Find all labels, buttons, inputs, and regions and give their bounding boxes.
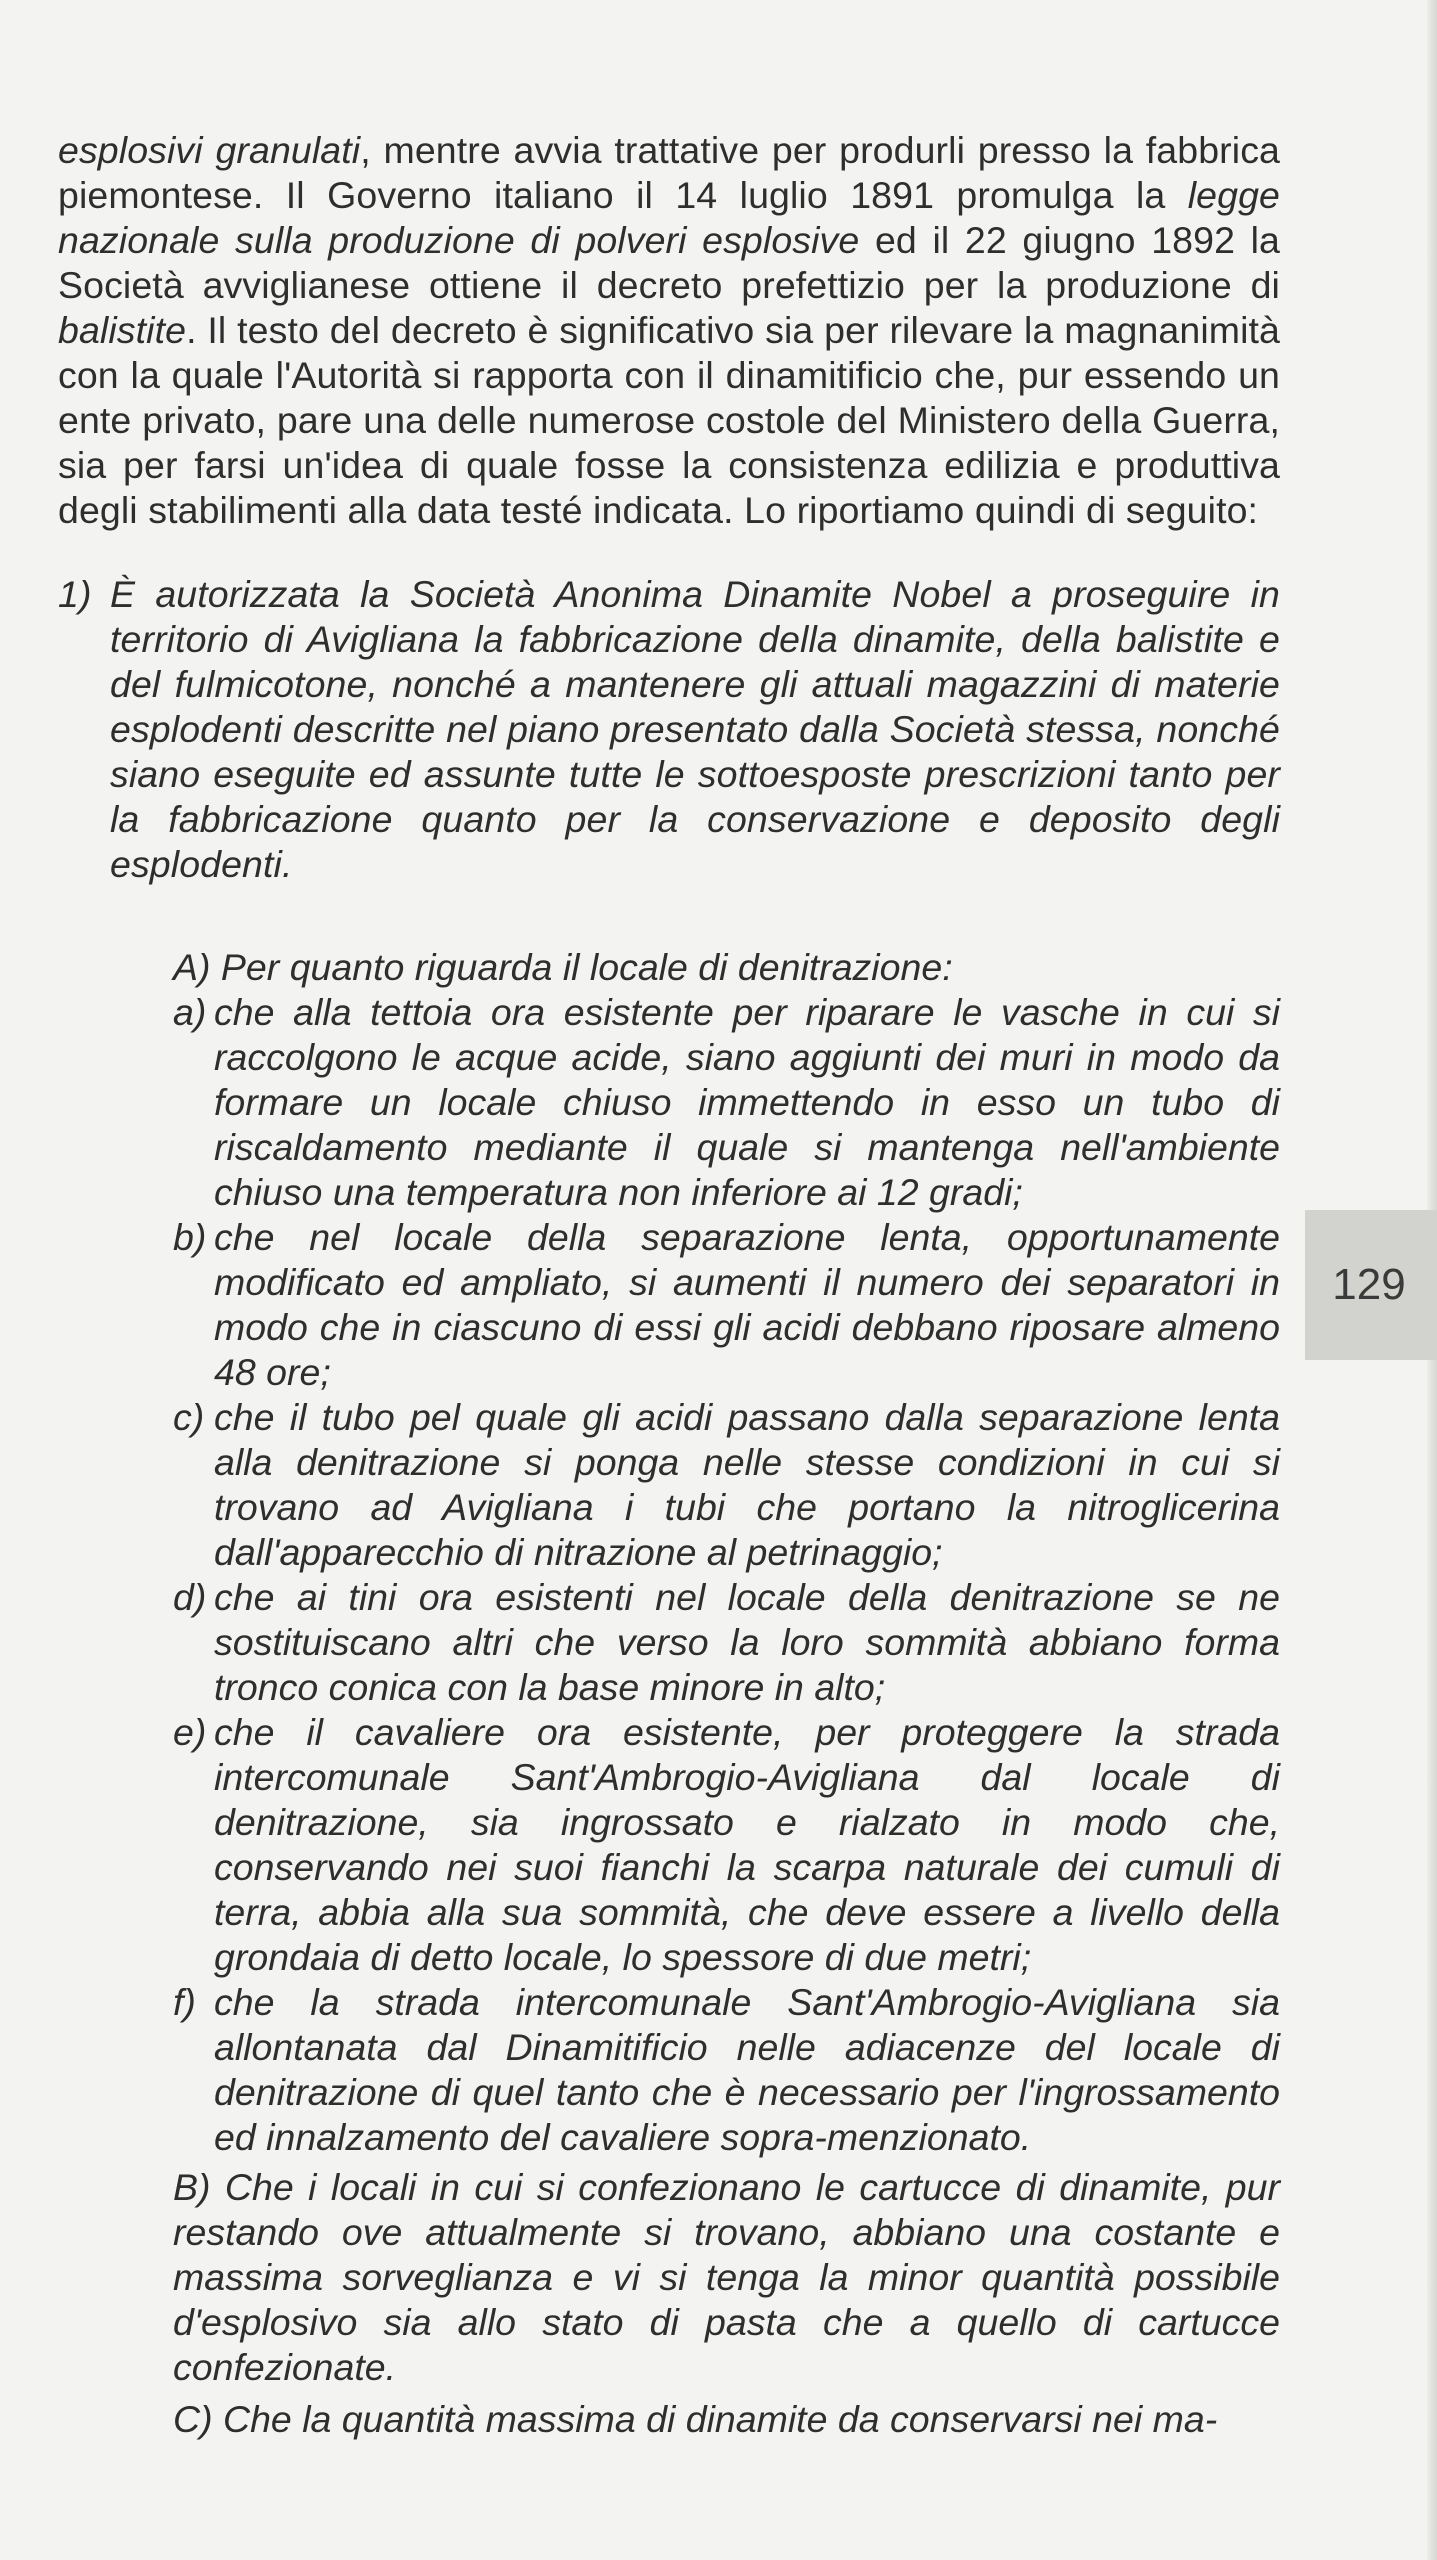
list-text: che la strada intercomunale Sant'Ambrogio-Avigliana sia allontanata dal Dinamitificio nelle adiacenze del locale di denitrazione di quel tanto che è necessario per l'ingrossamento ed innalzamento del cavaliere sopra-menzionato. xyxy=(214,1981,1280,2158)
section-b-paragraph: B) Che i locali in cui si confezionano le cartucce di dinamite, pur restando ove attualmente si trovano, abbiano una costante e massima sorveglianza e vi si tenga la minor quantità possibile d'esplosivo sia allo stato di pasta che a quello di cartucce confezionate. xyxy=(173,2166,1280,2388)
intro-text-2: ed il 22 giugno 1892 la Società avviglianese ottiene il decreto prefettizio per la produzione di xyxy=(58,219,1281,306)
list-label: f) xyxy=(173,1981,196,2023)
section-a-list xyxy=(173,990,1280,2160)
list-item xyxy=(173,1980,1280,2160)
intro-italic-2: legge nazionale sulla produzione di polveri esplosive xyxy=(58,174,1280,261)
list-label: c) xyxy=(173,1396,205,1438)
section-c-paragraph: C) Che la quantità massima di dinamite da conservarsi nei ma- xyxy=(173,2398,1218,2440)
intro-text-1: , mentre avvia trattative per produrli presso la fabbrica piemontese. Il Governo italiano il 14 luglio 1891 promulga la xyxy=(58,129,1280,216)
list-label: d) xyxy=(173,1576,207,1618)
list-text: che il cavaliere ora esistente, per proteggere la strada intercomunale Sant'Ambrogio-Avigliana dal locale di denitrazione, sia ingrossato e rialzato in modo che, conservando nei suoi fianchi la scarpa naturale dei cumuli di terra, abbia alla sua sommità, che deve essere a livello della grondaia di detto locale, lo spessore di due metri; xyxy=(214,1711,1280,1978)
item-number: 1) xyxy=(58,573,92,615)
list-text: che ai tini ora esistenti nel locale della denitrazione se ne sostituiscano altri che verso la loro sommità abbiano forma tronco conica con la base minore in alto; xyxy=(214,1576,1280,1708)
page-number: 129 xyxy=(1332,1260,1406,1309)
list-item xyxy=(173,1395,1280,1575)
list-item xyxy=(173,1215,1280,1395)
list-item xyxy=(173,1710,1280,1980)
intro-paragraph xyxy=(58,128,1280,533)
list-text: che il tubo pel quale gli acidi passano dalla separazione lenta alla denitrazione si ponga nelle stesse condizioni in cui si trovano ad Avigliana i tubi che portano la nitroglicerina dall'apparecchio di nitrazione al petrinaggio; xyxy=(214,1396,1280,1573)
item-1-text: È autorizzata la Società Anonima Dinamite Nobel a proseguire in territorio di Avigliana la fabbricazione della dinamite, della balistite e del fulmicotone, nonché a mantenere gli attuali magazzini di materie esplodenti descritte nel piano presentato dalla Società stessa, nonché siano eseguite ed assunte tutte le sottoesposte prescrizioni tanto per la fabbricazione quanto per la conservazione e deposito degli esplodenti. xyxy=(110,573,1280,885)
list-item xyxy=(173,1575,1280,1710)
list-item xyxy=(173,990,1280,1215)
section-a-heading: A) Per quanto riguarda il locale di denitrazione: xyxy=(173,946,953,988)
intro-italic-3: balistite xyxy=(58,309,187,351)
intro-italic-1: esplosivi granulati xyxy=(58,129,361,171)
list-text: che nel locale della separazione lenta, opportunamente modificato ed ampliato, si aumenti il numero dei separatori in modo che in ciascuno di essi gli acidi debbano riposare almeno 48 ore; xyxy=(214,1216,1280,1393)
list-label: b) xyxy=(173,1216,207,1258)
list-label: e) xyxy=(173,1711,207,1753)
decree-item-1 xyxy=(58,572,1280,887)
page-number-tab xyxy=(1305,1210,1437,1360)
intro-text-3: . Il testo del decreto è significativo sia per rilevare la magnanimità con la quale l'Autorità si rapporta con il dinamitificio che, pur essendo un ente privato, pare una delle numerose costole del Ministero della Guerra, sia per farsi un'idea di quale fosse la consistenza edilizia e produttiva degli stabilimenti alla data testé indicata. Lo riportiamo quindi di seguito: xyxy=(58,309,1280,531)
list-text: che alla tettoia ora esistente per riparare le vasche in cui si raccolgono le acque acide, siano aggiunti dei muri in modo da formare un locale chiuso immettendo in esso un tubo di riscaldamento mediante il quale si mantenga nell'ambiente chiuso una temperatura non inferiore ai 12 gradi; xyxy=(214,991,1280,1213)
list-label: a) xyxy=(173,991,207,1033)
